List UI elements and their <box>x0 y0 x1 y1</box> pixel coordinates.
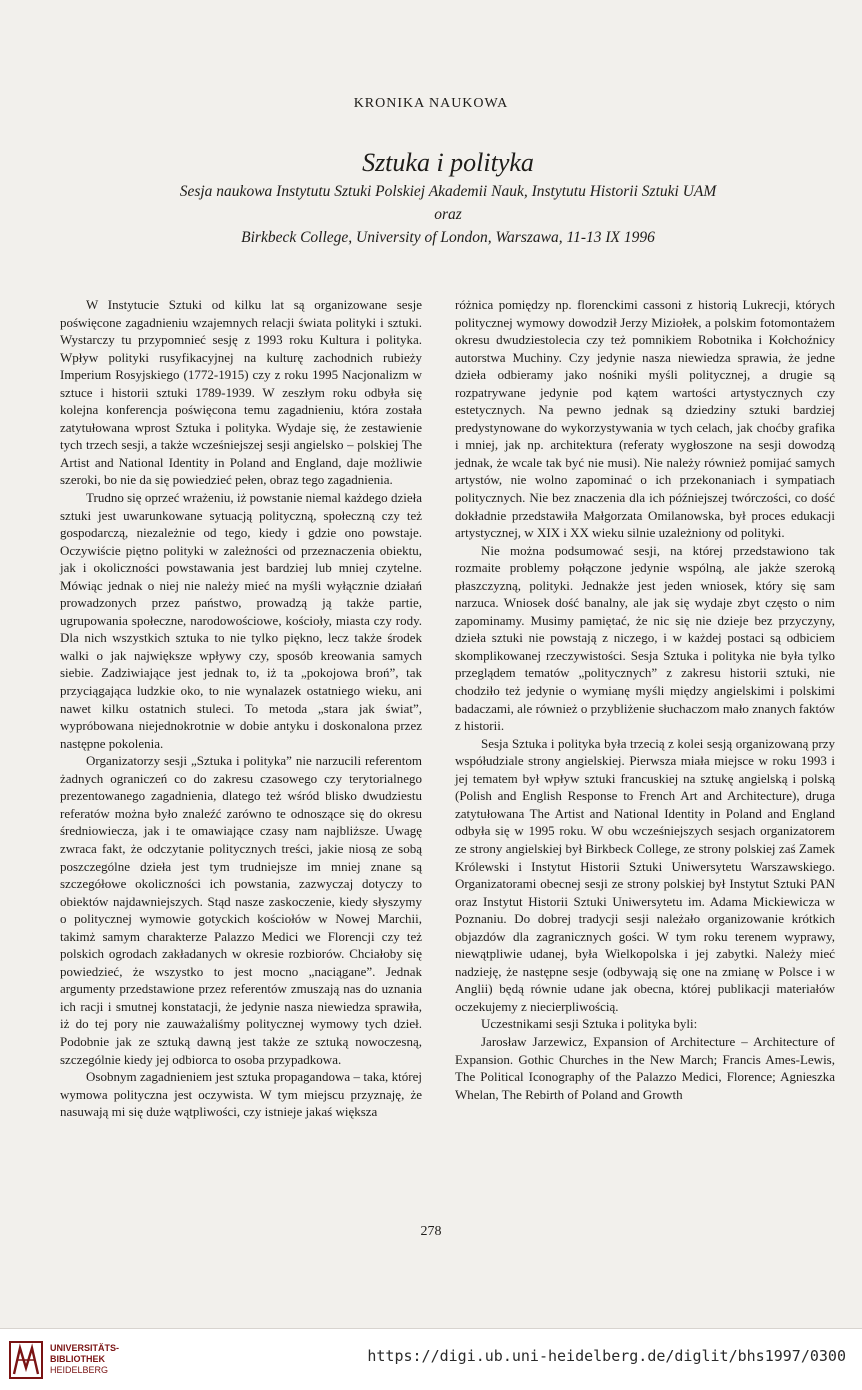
paragraph: Trudno się oprzeć wrażeniu, iż powstanie niemal każdego dzieła sztuki jest uwarunkowane sytuacją polityczną, społeczną czy też gospodarczą, niezależnie od tego, kiedy i gdzie ono powstaje. Oczywiście piętno polityki w zależności od przeznaczenia obiektu, jak i okoliczności powstawania jest bardziej lub mniej czytelne. Mówiąc jednak o niej nie należy mieć na myśli wyłącznie działań prowadzonych przez państwo, prowadzą ją także partie, ugrupowania społeczne, narodowościowe, kościoły, miasta czy rody. Dla nich wszystkich sztuka to nie tylko piękno, lecz także środek walki o jak największe wpływy czy, sposób kreowania samych siebie. Zadziwiające jest jednak to, iż ta „pokojowa broń”, tak przyciągająca ludzkie oko, to nie wynalazek ostatniego wieku, ani nawet kilku ostatnich stuleci. To metoda „stara jak świat”, wypróbowana niejednokrotnie w dobie antyku i doskonalona przez następne pokolenia. <box>60 490 422 751</box>
library-name-line: HEIDELBERG <box>50 1365 109 1375</box>
document-url-link[interactable]: https://digi.ub.uni-heidelberg.de/diglit/bhs1997/0300 <box>367 1347 846 1365</box>
library-name[interactable] <box>50 1343 119 1376</box>
paragraph: różnica pomiędzy np. florenckimi cassoni z historią Lukrecji, których politycznej wymowy dowodził Jerzy Miziołek, a polskim fotomontażem okresu dwudziestolecia czy też pomnikiem Robotnika i Kołchoźnicy autorstwa Muchiny. Czy jedynie nasza niewiedza sprawia, że jedne dzieła odbieramy jako nośniki myśli politycznej, a drugie są rozpatrywane jedynie pod kątem wartości artystycznych czy estetycznych. Na pewno jednak są dziedziny sztuki bardziej predystynowane do wykorzystywania w tych celach, jak choćby grafika i mniej, jak np. architektura (referaty wygłoszone na sesji dowodzą jednak, że wcale tak być nie musi). Nie należy również pomijać samych artystów, nie wolno zapominać o ich przekonaniach i sympatiach politycznych. Nie bez znaczenia dla ich późniejszej twórczości, co dość dokładnie przedstawiła Małgorzata Omilanowska, był proces edukacji artystycznej, w XIX i XX wieku silnie uzależniony od polityki. <box>455 297 835 541</box>
article-heading <box>60 146 836 249</box>
article-title: Sztuka i polityka <box>362 148 534 177</box>
right-column <box>455 296 835 1103</box>
article-subtitle-line-1: Sesja naukowa Instytutu Sztuki Polskiej Akademii Nauk, Instytutu Historii Sztuki UAM <box>179 183 717 200</box>
library-logo-icon[interactable] <box>8 1338 44 1382</box>
paragraph: Sesja Sztuka i polityka była trzecią z kolei sesją organizowaną przy współudziale strony angielskiej. Pierwsza miała miejsce w roku 1993 i jej tematem był wpływ sztuki francuskiej na sztukę angielską i polską (Polish and English Response to French Art and Architecture), druga zatytułowana The Artist and National Identity in Poland and England odbyła się w 1995 roku. W obu wcześniejszych sesjach organizatorem ze strony angielskiej był Birkbeck College, ze strony polskiej zaś Zamek Królewski i Instytut Historii Sztuki Uniwersytetu Warszawskiego. Organizatorami obecnej sesji ze strony polskiej był Instytut Sztuki PAN oraz Instytut Historii Sztuki Uniwersytetu im. Adama Mickiewicza w Poznaniu. Do dobrej tradycji sesji należało organizowanie krótkich objazdów dla zagranicznych gości. W tym roku terenem wyprawy, niewątpliwie udanej, była Wielkopolska i jej zabytki. Należy mieć nadzieję, że następne sesje (odbywają się one na zmianę w Polsce i w Anglii) będą równie udane jak obecna, której publikacji materiałów oczekujemy z niecierpliwością. <box>455 735 835 1014</box>
paragraph: Nie można podsumować sesji, na której przedstawiono tak rozmaite problemy połączone jedynie wspólną, ale jakże szeroką płaszczyzną, polityki. Jednakże jest jeden wniosek, który się sam narzuca. Wniosek dość banalny, ale jak się wydaje zbyt często o nim zapominamy. Musimy pamiętać, że nic się nie dzieje bez przyczyny, dzieła sztuki nie powstają z niczego, i w każdej postaci są odbiciem skomplikowanej rzeczywistości. Sesja Sztuka i polityka nie była tylko przeglądem tematów „politycznych” z zakresu historii sztuki, nie chodziło też jedynie o wymianę myśli między angielskimi i polskimi badaczami, ale również o przybliżenie słuchaczom mało znanych faktów z historii. <box>455 542 835 734</box>
paragraph: Uczestnikami sesji Sztuka i polityka byli: <box>481 1016 698 1032</box>
paragraph: Jarosław Jarzewicz, Expansion of Architecture – Architecture of Expansion. Gothic Churches in the New March; Francis Ames-Lewis, The Political Iconography of the Palazzo Medici, Florence; Agnieszka Whelan, The Rebirth of Poland and Growth <box>455 1033 835 1102</box>
left-column <box>60 296 422 1121</box>
paragraph: Osobnym zagadnieniem jest sztuka propagandowa – taka, której wymowa polityczna jest oczywista. W tym miejscu przyznaję, że nasuwają mi się duże wątpliwości, czy istnieje jakaś większa <box>60 1069 422 1120</box>
article-subtitle-line-2: oraz <box>434 206 462 223</box>
library-name-line: BIBLIOTHEK <box>50 1354 105 1364</box>
paragraph: Organizatorzy sesji „Sztuka i polityka” nie narzucili referentom żadnych ograniczeń co do zakresu czasowego czy terytorialnego prezentowanego zagadnienia, dlatego też wśród blisko dwudziestu referatów można było znaleźć zarówno te odnoszące się do okresu średniowiecza, jak i te omawiające czasy nam najbliższe. Uwagę zwraca fakt, że odczytanie politycznych treści, jakie niosą ze sobą poszczególne dzieła jest tym trudniejsze im mniej znane są szczegółowe okoliczności ich powstania, zazwyczaj dotyczy to obiektów najdawniejszych. Stąd nasze zaskoczenie, kiedy słyszymy o politycznej wymowie gotyckich kościołów w Nowej Marchii, takimż samym charakterze Palazzo Medici we Florencji czy też polskich ogrodach zakładanych w okresie rozbiorów. Chciałoby się powiedzieć, że wszystko to jest mocno „naciągane”. Jednak argumenty przedstawione przez referentów zmuszają nas do uznania ich racji i smutnej konstatacji, że jedynie nasza niewiedza sprawiła, iż do tej pory nie zauważaliśmy politycznej wymowy tych dzieł. Podobnie jak ze sztuką dawną jest także ze sztuką nowoczesną, szczególnie kiedy jej odbiorca to osoba przypadkowa. <box>60 753 422 1067</box>
library-name-line: UNIVERSITÄTS- <box>50 1343 120 1353</box>
viewer-footer <box>0 1328 862 1390</box>
paragraph: W Instytucie Sztuki od kilku lat są organizowane sesje poświęcone zagadnieniu wzajemnych relacji świata polityki i sztuki. Wystarczy tu przypomnieć sesję z 1993 roku Kultura i polityka. Wpływ polityki rusyfikacyjnej na kulturę zachodnich rubieży Imperium Rosyjskiego (1772-1915) czy z roku 1995 Nacjonalizm w sztuce i historii sztuki 1789-1939. W zeszłym roku odbyła się kolejna konferencja poświęcona temu zagadnieniu, która została zatytułowana wprost Sztuka i polityka. Wydaje się, że zestawienie tych trzech sesji, a także wcześniejszej sesji angielsko – polskiej The Artist and National Identity in Poland and England, daje możliwie szeroki, bo nie da się powiedzieć pełen, obraz tego zagadnienia. <box>60 297 422 488</box>
article-subtitle-line-3: Birkbeck College, University of London, Warszawa, 11-13 IX 1996 <box>241 229 655 246</box>
running-head: KRONIKA NAUKOWA <box>353 96 509 111</box>
page-number: 278 <box>420 1224 442 1239</box>
